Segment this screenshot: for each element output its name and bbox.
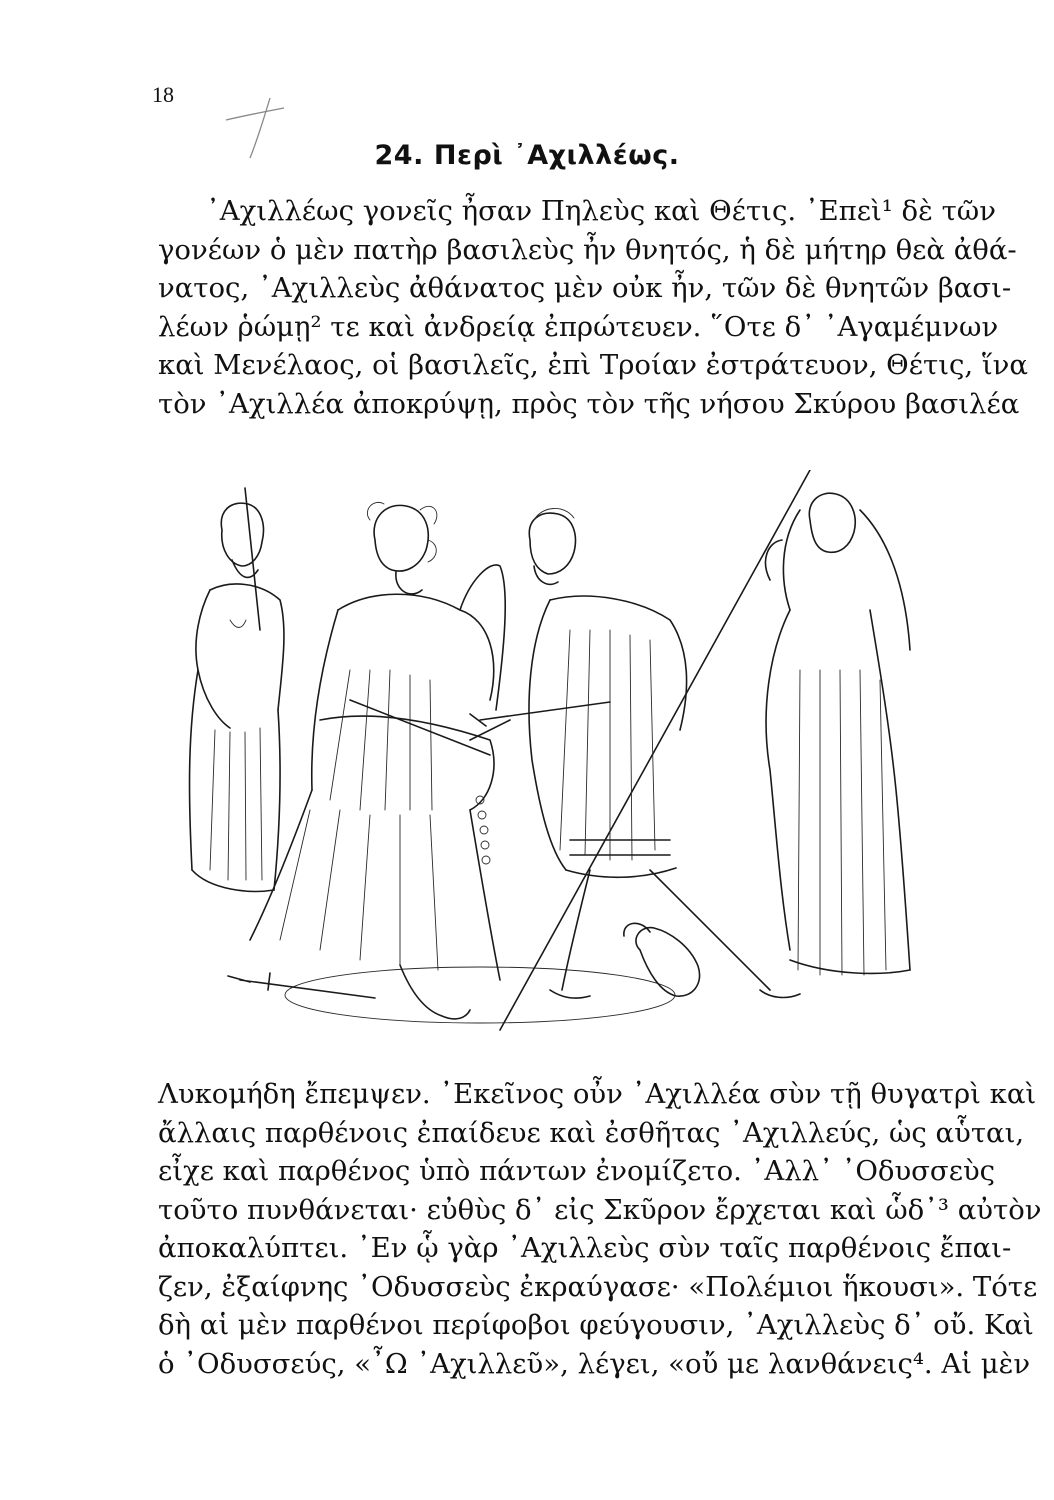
text-line: ᾿Αχιλλέως γονεῖς ἦσαν Πηλεὺς καὶ Θέτις. ᾿Επεὶ¹ δὲ τῶν (206, 195, 996, 227)
text-line: καὶ Μενέλαος, οἱ βασιλεῖς, ἐπὶ Τροίαν ἐστράτευον, Θέτις, ἵνα (158, 349, 1028, 381)
text-line: νατος, ᾿Αχιλλεὺς ἀθάνατος μὲν οὐκ ἦν, τῶν δὲ θνητῶν βασι- (158, 272, 1012, 304)
text-line: ζεν, ἐξαίφνης ᾿Οδυσσεὺς ἐκραύγασε· «Πολέμιοι ἥκουσι». Τότε (158, 1270, 1038, 1303)
paragraph-2 (158, 1075, 1042, 1383)
text-line: τὸν ᾿Αχιλλέα ἀποκρύψῃ, πρὸς τὸν τῆς νήσου Σκύρου βασιλέα (158, 387, 1020, 420)
text-line: δὴ αἱ μὲν παρθένοι περίφοβοι φεύγουσιν, ᾿Αχιλλεὺς δ᾿ οὔ. Καὶ (158, 1309, 1034, 1341)
text-line: ἀποκαλύπτει. ᾿Εν ᾧ γὰρ ᾿Αχιλλεὺς σὺν ταῖς παρθένοις ἔπαι- (158, 1232, 1012, 1264)
figure-odysseus (470, 470, 810, 1030)
illustration (170, 470, 1010, 1070)
chapter-heading (0, 140, 1054, 171)
figure-maiden-right (766, 493, 910, 975)
chapter-number: 24. (374, 140, 424, 171)
page-number: 18 (152, 82, 174, 107)
figure-left-bearded-man (190, 488, 284, 891)
text-line: Λυκομήδη ἔπεμψεν. ᾿Εκεῖνος οὖν ᾿Αχιλλέα σὺν τῇ θυγατρὶ καὶ (158, 1078, 1037, 1110)
text-line: ἄλλαις παρθένοις ἐπαίδευε καὶ ἐσθῆτας ᾿Αχιλλεύς, ὡς αὗται, (158, 1116, 1025, 1149)
text-line: γονέων ὁ μὲν πατὴρ βασιλεὺς ἦν θνητός, ἡ δὲ μήτηρ θεὰ ἀθά- (158, 233, 1017, 266)
paragraph-1 (158, 192, 1028, 423)
text-line: λέων ῥώμῃ² τε καὶ ἀνδρείᾳ ἐπρώτευεν. ῞Οτε δ᾿ ᾿Αγαμέμνων (158, 310, 999, 343)
text-line: ὁ ᾿Οδυσσεύς, «῏Ω ᾿Αχιλλεῦ», λέγει, «οὔ με λανθάνεις⁴. Αἱ μὲν (158, 1347, 1031, 1380)
chapter-title: Περὶ ᾿Αχιλλέως. (433, 140, 680, 171)
text-line: τοῦτο πυνθάνεται· εὐθὺς δ᾿ εἰς Σκῦρον ἔρχεται καὶ ὧδ᾿³ αὐτὸν (158, 1193, 1042, 1226)
figure-achilles (250, 502, 510, 1018)
text-line: εἶχε καὶ παρθένος ὑπὸ πάντων ἐνομίζετο. ᾿Αλλ᾿ ᾿Οδυσσεὺς (158, 1155, 996, 1187)
line-drawing-figures (170, 470, 1010, 1070)
